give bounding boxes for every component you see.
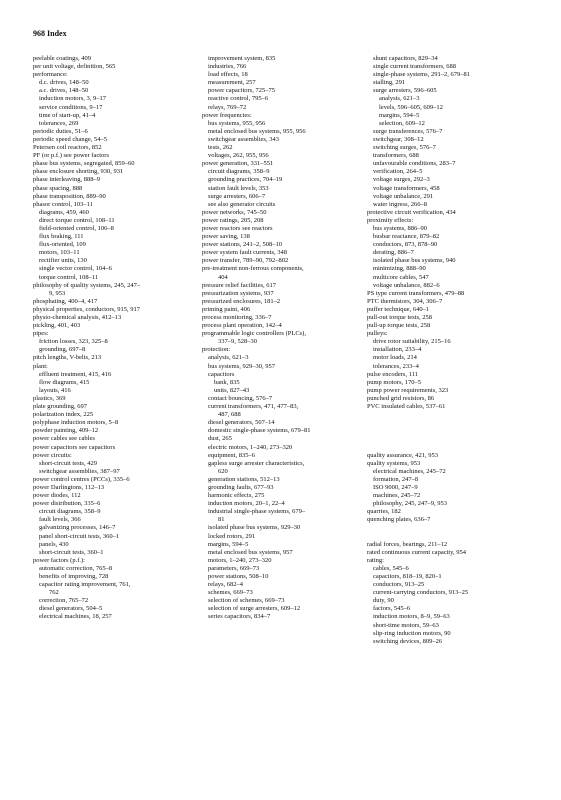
index-entry: pump power requirements, 323 [367,386,449,394]
index-entry: power distribution, 335–6 [33,500,101,508]
index-subentry: circuit diagrams, 358–9 [39,508,101,516]
index-entry: phase enclosure shorting, 930, 931 [33,168,124,176]
index-subentry: fault levels, 366 [39,516,81,524]
index-subentry: equipment, 835–6 [208,451,255,459]
index-subentry: diesel generators, 504–5 [39,605,103,613]
index-subentry: rectifier units, 130 [39,257,87,265]
index-subentry: flux-oriented, 109 [39,241,86,249]
index-entry: phase interleaving, 888–9 [33,176,100,184]
index-subentry: single vector control, 104–6 [39,265,112,273]
index-entry: quarries, 182 [367,508,401,516]
index-subentry: voltage transformers, 458 [373,184,440,192]
index-subentry: locked rotors, 291 [208,532,256,540]
index-subentry: benefits of improving, 728 [39,573,109,580]
index-entry: protective circuit verification, 434 [367,208,456,216]
index-subentry: measurement, 257 [208,79,256,87]
index-entry: powder painting, 409–12 [33,427,99,435]
index-spacer [367,524,543,532]
index-subentry: grounding practices, 704–19 [208,176,283,184]
index-entry: pulse encoders, 111 [367,370,418,378]
index-entry: phase transposition, 889–90 [33,192,106,200]
index-subentry: induction motors, 20–1, 22–4 [208,500,285,508]
index-subentry: single-phase systems, 291–2, 679–81 [373,71,470,79]
index-subentry: isolated phase bus systems, 929–30 [208,524,301,532]
index-entry: pressurization systems, 937 [202,289,274,297]
index-subentry: capacitors, 818–19, 820–1 [373,573,442,580]
index-subentry: capacitor rating improvement, 761, [39,581,131,589]
index-subentry: automatic correction, 765–8 [39,564,113,572]
index-subentry: margins, 594–5 [208,540,249,548]
index-entry: rating: [367,556,384,564]
index-entry: power circuits: [33,451,72,459]
index-subentry: schemes, 669–73 [208,589,253,597]
index-entry: per unit voltage, definition, 565 [33,63,116,71]
index-subentry: relays, 769–72 [208,103,247,111]
index-subentry: effluent treatment, 415, 416 [39,370,112,378]
index-subentry: field-oriented control, 106–8 [39,224,114,232]
index-entry: phase bus systems, segregated, 859–60 [33,160,135,168]
index-subentry: a.c. drives, 148–50 [39,87,89,95]
index-subentry: relays, 682–4 [208,581,244,589]
index-entry: power saving, 138 [202,233,250,241]
index-subentry: switching surges, 576–7 [373,144,436,152]
index-subentry: electrical machines, 245–72 [373,467,446,475]
index-subentry: metal enclosed bus systems, 955, 956 [208,127,306,135]
index-entry: pitch lengths, V-belts, 213 [33,354,102,362]
index-subentry: water ingress, 266–8 [373,200,427,208]
index-subentry: series capacitors, 834–7 [208,613,271,621]
index-spacer [367,427,543,435]
page-header: 968 Index [33,29,67,38]
index-entry: proximity effects: [367,216,414,224]
index-subentry: units, 827–43 [214,386,250,394]
index-subentry: switching devices, 809–26 [373,637,443,645]
index-entry: PF (or p.f.) see power factors [33,152,109,160]
index-subentry: analysis, 621–3 [208,354,249,362]
index-entry: plate grounding, 697 [33,403,87,411]
index-entry: protection: [202,346,231,354]
index-entry: process monitoring, 336–7 [202,314,272,321]
index-entry: pre-treatment non-ferrous components, [202,265,304,273]
index-entry: power stations, 241–2, 508–10 [202,241,282,249]
index-subentry: panels, 430 [39,540,69,548]
index-subentry: generation stations, 512–13 [208,475,280,483]
index-subentry: machines, 245–72 [373,492,421,500]
index-subentry: busbar reactance, 879–82 [373,233,440,241]
index-subentry: conductors, 873, 878–90 [373,241,438,249]
index-entry: pickling, 401, 403 [33,322,81,330]
index-subentry: see also generator circuits [208,200,276,208]
index-subentry: current-carrying conductors, 913–25 [373,589,469,597]
index-spacer [367,435,543,443]
index-subentry: surge arresters, 596–605 [373,87,437,95]
index-subentry: bus systems, 886–90 [373,224,427,232]
index-spacer [367,411,543,419]
index-subentry: power stations, 508–10 [208,573,269,580]
index-spacer [367,444,543,452]
index-subentry: factors, 545–6 [373,605,411,613]
index-subentry: duty, 90 [373,597,394,605]
index-spacer [367,419,543,427]
index-entry: power generation, 331–551 [202,160,274,168]
index-subentry: minimizing, 888–90 [373,265,426,273]
index-subentry: tolerances, 233–4 [373,362,419,370]
index-subentry: industrial single-phase systems, 679– [208,508,306,516]
index-subentry: improvement system, 835 [208,55,276,62]
index-entry: punched grid resistors, 86 [367,394,435,402]
index-subentry: slip-ring induction motors, 90 [373,629,451,637]
index-entry: pressurized enclosures, 181–2 [202,297,281,305]
index-entry: peelable coatings, 409 [33,55,91,62]
index-subentry: contact bouncing, 576–7 [208,394,273,402]
index-column-3 [367,55,543,646]
index-subentry: friction losses, 323, 325–8 [39,338,108,346]
index-subentry: circuit diagrams, 358–9 [208,168,270,176]
index-subentry: galvanizing processes, 146–7 [39,524,116,532]
index-subentry: correction, 765–72 [39,597,89,605]
index-entry: quality systems, 953 [367,459,421,467]
index-subentry: torque control, 108–11 [39,273,99,281]
index-subentry: flow diagrams, 415 [39,378,90,386]
index-subentry: parameters, 669–73 [208,564,260,572]
index-entry: plastics, 369 [33,394,66,402]
index-entry: power Darlingtons, 112–13 [33,483,105,491]
index-subentry: selection of surge arresters, 609–12 [208,605,301,613]
index-subentry: bus systems, 929–30, 957 [208,362,275,370]
index-entry: polyphase induction motors, 5–8 [33,419,119,427]
index-entry: pressure relief facilities, 617 [202,281,276,289]
index-subentry: selection of schemes, 669–73 [208,597,285,605]
index-subentry: grounding faults, 677–93 [208,483,274,491]
index-subentry: short-circuit tests, 429 [39,459,97,467]
index-entry: PVC insulated cables, 537–61 [367,403,446,411]
index-entry: pull-out torque tests, 258 [367,314,432,321]
index-entry: programmable logic controllers (PLCs), [202,330,306,338]
index-spacer [367,533,543,541]
index-subentry: voltage unbalance, 882–6 [373,281,440,289]
index-entry: quenching plates, 636–7 [367,516,431,524]
index-subentry: formation, 247–8 [373,475,419,483]
index-entry: performance: [33,71,68,79]
index-entry: phasor control, 103–11 [33,200,93,208]
index-entry: power cables see cables [33,435,95,443]
index-subentry: philosophy, 245, 247–9, 953 [373,500,447,508]
index-subentry: unfavourable conditions, 283–7 [373,160,456,168]
index-subentry: voltage surges, 292–3 [373,176,430,184]
index-subentry: cables, 545–6 [373,564,409,572]
index-entry: pulleys: [367,330,388,338]
index-entry: periodic duties, 51–6 [33,127,88,135]
index-entry: priming paint, 406 [202,305,251,313]
index-subentry: industries, 766 [208,63,247,71]
index-subentry: bank, 835 [214,378,240,386]
index-subentry: load effects, 18 [208,71,248,79]
index-subentry: station fault levels, 353 [208,184,269,192]
index-subentry: shunt capacitors, 829–34 [373,55,438,62]
index-entry: pull-up torque tests, 258 [367,322,431,330]
index-entry: physical properties, conductors, 915, 917 [33,305,141,313]
index-subentry: direct torque control, 108–11 [39,216,115,224]
index-subentry: verification, 264–5 [373,168,423,176]
index-subentry: surge arresters, 606–7 [208,192,266,200]
index-subentry: multicore cables, 547 [373,273,429,281]
index-entry-continuation: 620 [218,467,228,475]
index-subentry: surge transferences, 576–7 [373,127,443,135]
index-entry: PS type current transformers, 479–88 [367,289,465,297]
index-subentry: flux braking, 111 [39,233,84,241]
index-entry-continuation: 404 [218,273,228,281]
index-subentry: induction motors, 8–9, 59–63 [373,613,450,621]
index-subentry: derating, 886–7 [373,249,414,257]
index-subentry: reactive control, 795–6 [208,95,269,103]
index-entry: power transfer, 789–90, 792–802 [202,257,289,265]
index-entry: power factors (p.f.): [33,556,85,564]
index-entry: rated continuous current capacity, 954 [367,548,467,556]
index-subentry: short-circuit tests, 360–1 [39,548,104,556]
index-subentry: short-time motors, 59–63 [373,621,439,629]
index-entry: power system fault currents, 348 [202,249,288,257]
index-entry: power frequencies: [202,111,252,119]
index-subentry: metal enclosed bus systems, 957 [208,548,293,556]
index-subentry: motors, 1–240, 273–320 [208,556,272,564]
index-subentry: stalling, 291 [373,79,406,87]
index-subentry: analysis, 621–3 [379,95,420,103]
index-subentry: power capacitors, 725–75 [208,87,275,95]
index-subentry: gapless surge arrester characteristics, [208,459,305,467]
index-entry: phosphating, 400–4, 417 [33,297,98,305]
index-subentry: electrical machines, 18, 257 [39,613,112,621]
index-entry: pump motors, 170–5 [367,378,421,386]
index-subentry: harmonic effects, 275 [208,492,265,500]
index-entry: power diodes, 112 [33,492,81,500]
index-columns [33,55,543,785]
index-entry: physio-chemical analysis, 412–13 [33,314,122,321]
index-column-2 [202,55,372,622]
index-subentry: panel short-circuit tests, 360–1 [39,532,120,540]
index-entry-continuation: 337–9, 528–30 [218,338,257,346]
index-subentry: layouts, 416 [39,386,71,394]
index-subentry: tolerances, 269 [39,119,79,127]
index-entry-continuation: 762 [49,589,59,597]
index-subentry: induction motors, 3, 9–17 [39,95,106,103]
index-entry-continuation: 487, 688 [218,411,241,419]
index-entry: PTC thermistors, 304, 306–7 [367,297,443,305]
index-entry: pipes: [33,330,49,338]
index-entry: polarization index, 225 [33,411,94,419]
index-subentry: service conditions, 9–17 [39,103,103,111]
index-entry: power capacitors see capacitors [33,443,116,451]
index-subentry: tests, 262 [208,144,233,152]
index-subentry: domestic single-phase systems, 679–81 [208,427,311,435]
index-entry: Petersen coil reactors, 852 [33,144,102,152]
index-subentry: single current transformers, 688 [373,63,457,71]
index-subentry: dust, 265 [208,435,232,443]
index-entry: process plant operation, 142–4 [202,322,282,330]
index-subentry: electric motors, 1–240, 273–320 [208,443,293,451]
index-entry: philosophy of quality systems, 245, 247– [33,281,141,289]
index-subentry: drive rotor suitability, 215–16 [373,338,451,346]
index-entry-continuation: 81 [218,516,225,524]
index-subentry: conductors, 913–25 [373,581,425,589]
index-subentry: current transformers, 471, 477–83, [208,403,299,411]
index-entry: phase spacing, 888 [33,184,83,192]
index-entry: radial forces, bearings, 211–12 [367,540,448,548]
index-subentry: d.c. drives, 148–50 [39,79,89,87]
index-subentry: isolated phase bus systems, 940 [373,257,456,265]
index-subentry: ISO 9000, 247–9 [373,483,418,491]
index-entry: puffer technique, 640–1 [367,305,430,313]
index-entry: quality assurance, 421, 953 [367,451,438,459]
index-subentry: diagrams, 459, 460 [39,208,89,216]
index-entry: power control centres (PCCs), 335–6 [33,475,130,483]
index-entry: periodic speed change, 54–5 [33,135,108,143]
index-subentry: voltages, 262, 955, 956 [208,152,269,160]
index-subentry: time of start-up, 41–4 [39,111,96,119]
index-subentry: switchgear, 308–12 [373,135,424,143]
index-entry: power reactors see reactors [202,224,273,232]
index-subentry: diesel generators, 507–14 [208,419,275,427]
index-subentry: levels, 596–605, 609–12 [379,103,443,111]
index-subentry: motors, 103–11 [39,249,80,257]
index-subentry: switchgear assemblies, 343 [208,135,279,143]
index-subentry: grounding, 697–8 [39,346,86,354]
index-subentry: selection, 609–12 [379,119,425,127]
index-subentry: switchgear assemblies, 387–97 [39,467,120,475]
index-subentry: margins, 594–5 [379,111,420,119]
index-subentry: capacitors [208,370,235,378]
index-entry-continuation: 9, 953 [49,289,66,297]
index-subentry: installation, 233–4 [373,346,422,354]
index-entry: power ratings, 205, 208 [202,216,264,224]
index-subentry: voltage unbalance, 291 [373,192,434,200]
index-entry: power networks, 745–50 [202,208,267,216]
index-column-1 [33,55,203,622]
index-subentry: motor loads, 214 [373,354,417,362]
index-subentry: bus systems, 955, 956 [208,119,266,127]
index-subentry: transformers, 688 [373,152,419,160]
index-entry: plant: [33,362,48,370]
